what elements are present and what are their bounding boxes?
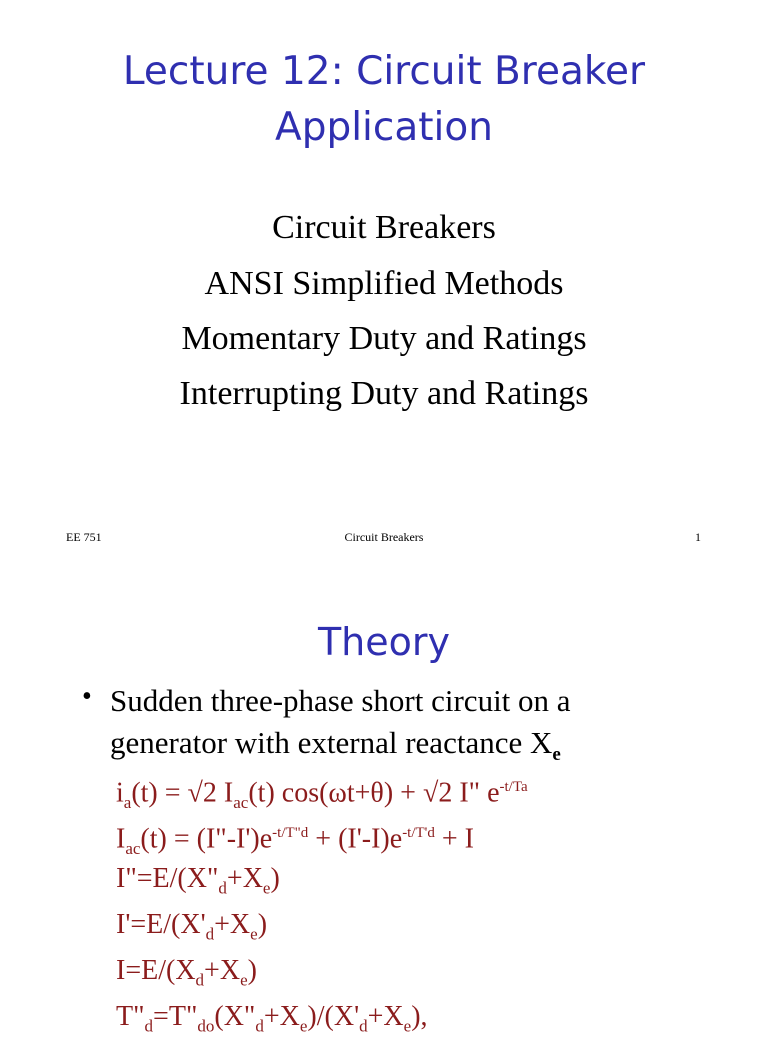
bullet-icon: • <box>82 681 92 712</box>
equation-time-constant: $T"_d=T"_{do}(X"_d+X_e)/(X'_d+X_e)$, <box>116 1001 428 1036</box>
slide-title: Theory <box>317 620 451 664</box>
slide-title-line-2: Application <box>275 105 493 150</box>
bullet-text <box>110 680 730 776</box>
bullet-line-1: Sudden three-phase short circuit on a <box>110 683 571 718</box>
equation-iac: $I_{ac}(t)$ = $(I"-I')e^{-t/T"d} + (I'-I)e^{-t/T'd} + I$ <box>116 823 475 858</box>
equation-i-subtransient: $I"=E/(X"_d+X_e)$ <box>116 863 280 898</box>
topic-momentary-duty: Momentary Duty and Ratings <box>181 320 587 357</box>
footer-title: Circuit Breakers <box>344 530 424 544</box>
slide-2 <box>0 570 768 1036</box>
bullet-line-2: generator with external reactance $X_e$ <box>110 725 561 766</box>
topic-interrupting-duty: Interrupting Duty and Ratings <box>179 375 589 412</box>
footer-course: EE 751 <box>66 530 102 544</box>
equation-i-transient: $I'=E/(X'_d+X_e)$ <box>116 909 268 944</box>
topic-circuit-breakers: Circuit Breakers <box>272 209 496 246</box>
equation-ia: $i_a(t) = √2$ $I_{ac}(t) \cos(\omega t+\theta) + √2$ I" $e^{-t/Ta}$ <box>116 777 528 812</box>
topic-ansi-methods: ANSI Simplified Methods <box>204 265 564 302</box>
slide-title-line-1: Lecture 12: Circuit Breaker <box>122 49 646 94</box>
equation-i-steady: $I=E/(X_d+X_e)$ <box>116 955 257 990</box>
footer-page-number: 1 <box>695 530 701 544</box>
